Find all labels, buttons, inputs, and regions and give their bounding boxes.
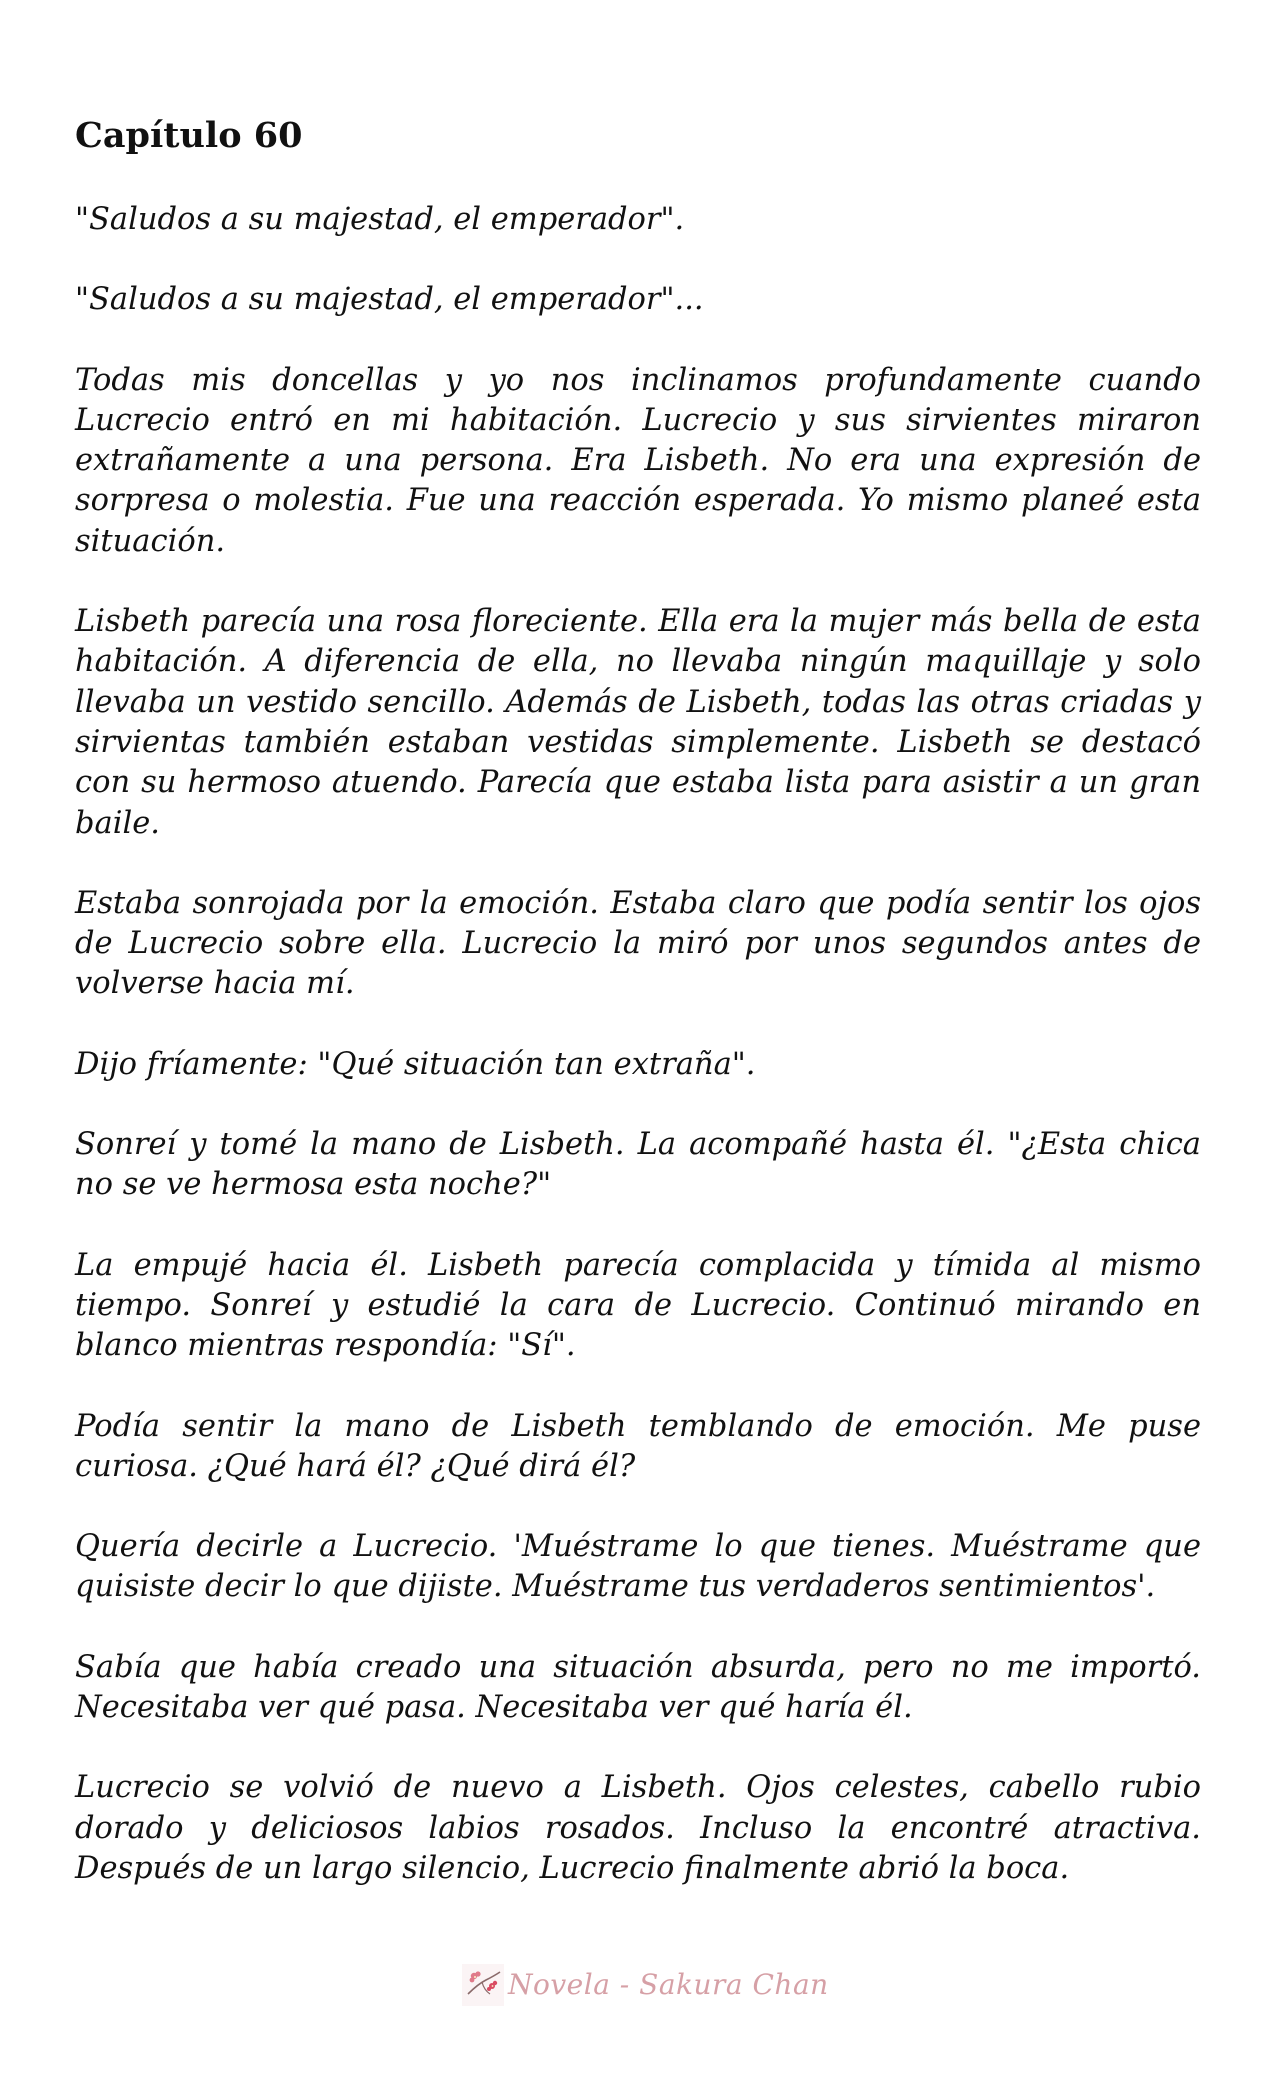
paragraph: Estaba sonrojada por la emoción. Estaba claro que podía sentir los ojos de Lucrecio sobre ella. Lucrecio la miró por unos segundos antes de volverse hacia mí. (75, 885, 1201, 1002)
paragraph: Lucrecio se volvió de nuevo a Lisbeth. Ojos celestes, cabello rubio dorado y deliciosos labios rosados. Incluso la encontré atractiva. Después de un largo silencio, Lucrecio finalmente abrió la boca. (75, 1770, 1201, 1886)
paragraph: Lisbeth parecía una rosa floreciente. Ella era la mujer más bella de esta habitación. A diferencia de ella, no llevaba ningún maquillaje y solo llevaba un vestido sencillo. Además de Lisbeth, todas las otras criadas y sirvientas también estaban vestidas simplemente. Lisbeth se destacó con su hermoso atuendo. Parecía que estaba lista para asistir a un gran baile. (75, 604, 1201, 841)
paragraph: "Saludos a su majestad, el emperador". (75, 202, 685, 237)
paragraph: Todas mis doncellas y yo nos inclinamos profundamente cuando Lucrecio entró en mi habitación. Lucrecio y sus sirvientes miraron extrañamente a una persona. Era Lisbeth. No era una expresión de sorpresa o molestia. Fue una reacción esperada. Yo mismo planeé esta situación. (75, 362, 1201, 559)
paragraph: Sabía que había creado una situación absurda, pero no me importó. Necesitaba ver qué pasa. Necesitaba ver qué haría él. (75, 1649, 1201, 1726)
paragraph: Quería decirle a Lucrecio. 'Muéstrame lo que tienes. Muéstrame que quisiste decir lo que dijiste. Muéstrame tus verdaderos sentimientos'. (75, 1529, 1201, 1605)
paragraph: Dijo fríamente: "Qué situación tan extraña". (75, 1046, 756, 1082)
paragraph: La empujé hacia él. Lisbeth parecía complacida y tímida al mismo tiempo. Sonreí y estudié la cara de Lucrecio. Continuó mirando en blanco mientras respondía: "Sí". (75, 1247, 1201, 1364)
paragraph: Sonreí y tomé la mano de Lisbeth. La acompañé hasta él. "¿Esta chica no se ve hermosa esta noche?" (75, 1127, 1201, 1203)
cherry-blossom-icon (462, 1964, 504, 2006)
watermark (462, 1963, 829, 2007)
paragraph: Podía sentir la mano de Lisbeth temblando de emoción. Me puse curiosa. ¿Qué hará él? ¿Qué dirá él? (75, 1408, 1201, 1484)
chapter-title: Capítulo 60 (75, 115, 303, 156)
paragraph: "Saludos a su majestad, el emperador"... (75, 282, 704, 318)
watermark-text: Novela - Sakura Chan (508, 1968, 829, 2001)
chapter-body (75, 200, 1201, 1929)
